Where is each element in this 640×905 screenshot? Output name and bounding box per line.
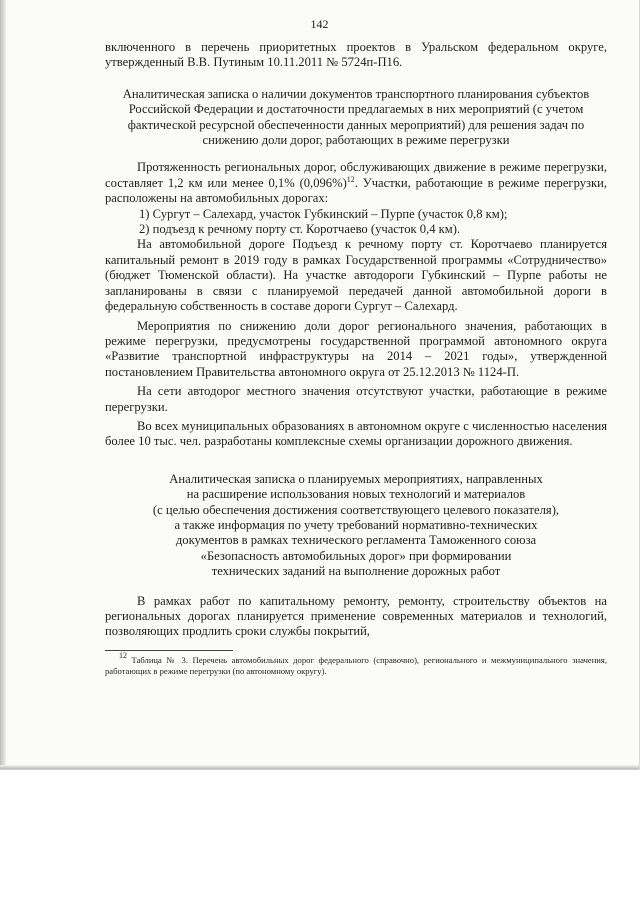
intro-paragraph: включенного в перечень приоритетных проектов в Уральском федеральном округе, утвержденный В.В. Путиным 10.11.2011 № 5724п-П16. (105, 40, 607, 70)
paragraph-traffic-schemes: Во всех муниципальных образованиях в автономном округе с численностью населения более 10 тыс. чел. разработаны комплексные схемы организации дорожного движения. (105, 418, 607, 449)
paragraph-repair-plans: На автомобильной дороге Подъезд к речному порту ст. Коротчаево планируется капитальный ремонт в 2019 году в рамках Государственной программы «Сотрудничество» (бюджет Тюменской области). На участке автодороги Губкинский – Пурпе работы не запланированы в связи с планируемой передачей данной автомобильной дороги в федеральную собственность в составе дороги Сургут – Салехард. (105, 237, 607, 314)
heading-line: «Безопасность автомобильных дорог» при формировании (200, 548, 512, 563)
heading-line: документов в рамках технического регламента Таможенного союза (175, 533, 537, 548)
page-number: 142 (310, 17, 329, 31)
paragraph-overloaded-roads-text: Протяженность региональных дорог, обслуживающих движение в режиме перегрузки, составляет 1,2 км или менее 0,1% (0,096%) (105, 160, 607, 190)
footnote-number: 12 (119, 650, 127, 660)
list-item-road-1: 1) Сургут – Салехард, участок Губкинский – Пурпе (участок 0,8 км); (139, 206, 508, 221)
paragraph-new-materials: В рамках работ по капитальному ремонту, ремонту, строительству объектов на региональных дорогах планируется применение современных материалов и технологий, позволяющих продлить сроки службы покрытий, (105, 593, 607, 639)
paragraph-state-program: Мероприятия по снижению доли дорог регионального значения, работающих в режиме перегрузки, предусмотрены государственной программой автономного округа «Развитие транспортной инфраструктуры на 2014 – 2021 годы», утвержденной постановлением Правительства автономного округа от 25.12.2013 № 1124-П. (105, 318, 607, 379)
paragraph-local-roads: На сети автодорог местного значения отсутствуют участки, работающие в режиме перегрузки. (105, 384, 607, 414)
section-transport-planning (105, 160, 607, 449)
heading-line: на расширение использования новых технологий и материалов (186, 487, 526, 502)
heading-line: технических заданий на выполнение дорожных работ (211, 564, 501, 579)
list-item-road-2: 2) подъезд к речному порту ст. Коротчаево (участок 0,4 км). (139, 222, 461, 237)
heading-line: (с целью обеспечения достижения соответствующего целевого показателя), (152, 502, 560, 517)
paragraph-overloaded-roads-tail: . Участки, работающие в режиме перегрузки, расположены на автомобильных дорогах: (105, 175, 607, 206)
section-heading-new-technologies (115, 472, 597, 580)
heading-line: а также информация по учету требований нормативно-технических (174, 517, 538, 532)
heading-line: Аналитическая записка о планируемых мероприятиях, направленных (169, 471, 543, 486)
section-heading-transport-planning: Аналитическая записка о наличии документов транспортного планирования субъектов Российской Федерации и достаточности предлагаемых в них мероприятий (с учетом фактической ресурсной обеспеченности данных мероприятий) для решения задач по снижению доли дорог, работающих в режиме перегрузки (122, 86, 590, 148)
paragraph-overloaded-roads (105, 160, 607, 206)
page-body (105, 40, 607, 677)
footnote (105, 650, 607, 677)
footnote-reference: 12 (346, 174, 355, 184)
footnote-text: Таблица № 3. Перечень автомобильных дорог федерального (справочно), регионального и межмуниципального значения, работающих в режиме перегрузки (по автономному округу). (105, 654, 607, 676)
